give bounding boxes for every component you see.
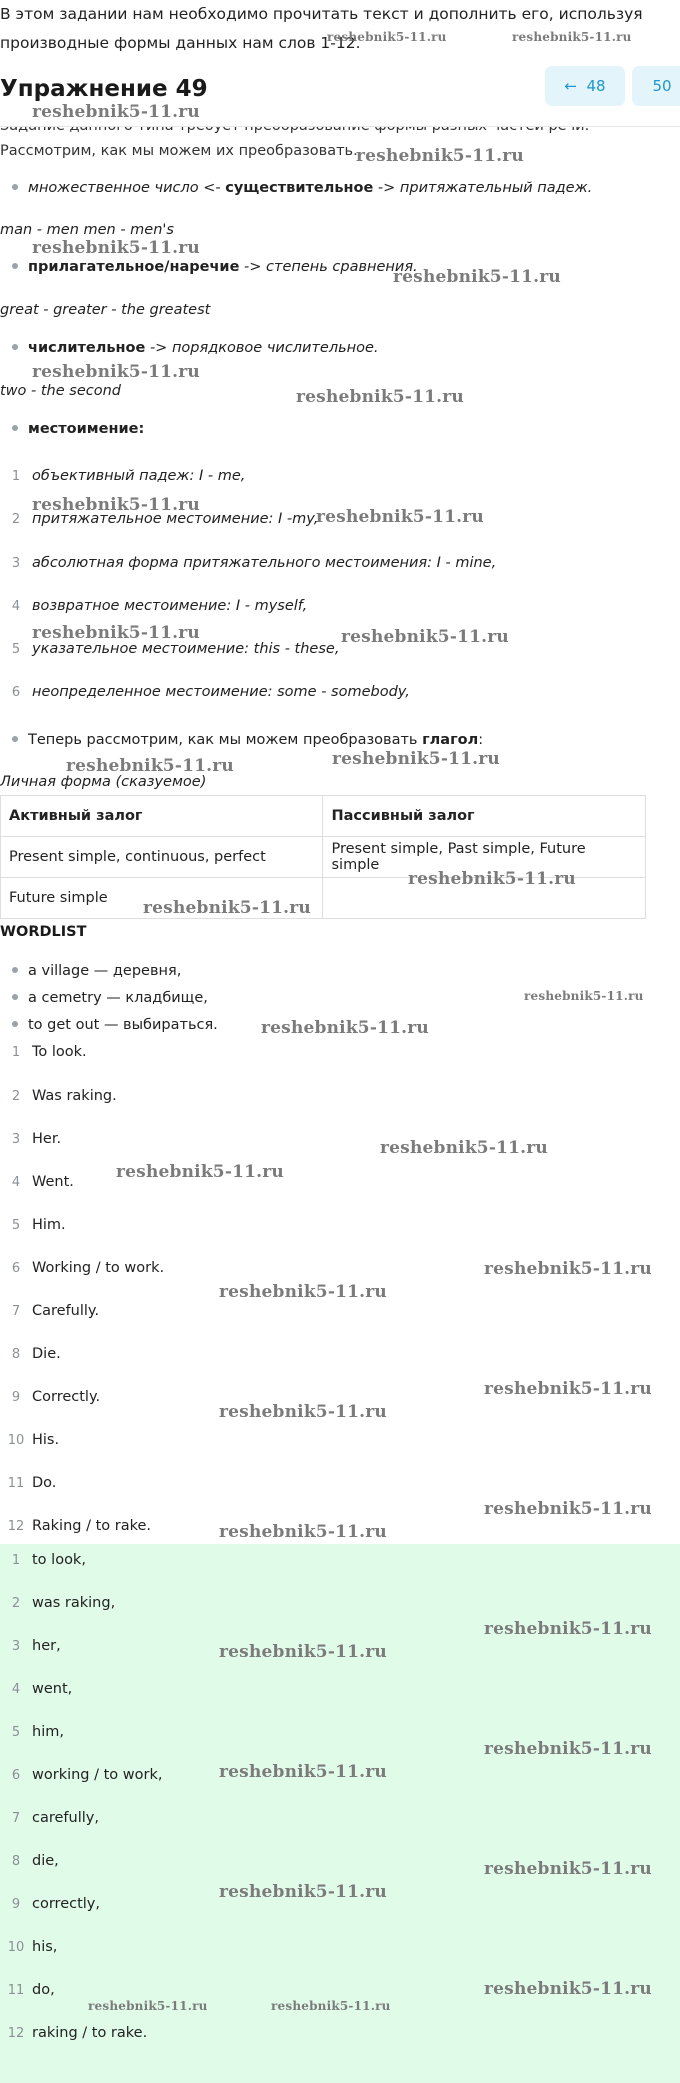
watermark: reshebnik5-11.ru [219, 1642, 387, 1662]
answer-item: 12 Raking / to rake. [7, 1518, 151, 1534]
table-cell: Present simple, Past simple, Future simple [323, 837, 646, 878]
answer-item: 1 To look. [11, 1044, 87, 1060]
page-title: Упражнение 49 [0, 76, 208, 102]
answer-green-item: 1 to look, [11, 1552, 86, 1568]
watermark: reshebnik5-11.ru [484, 1379, 652, 1399]
bullet-numeral: числительное -> порядковое числительное. [0, 337, 379, 359]
watermark: reshebnik5-11.ru [316, 507, 484, 527]
watermark: reshebnik5-11.ru [219, 1762, 387, 1782]
answer-item: 8 Die. [11, 1346, 61, 1362]
watermark: reshebnik5-11.ru [356, 146, 524, 166]
watermark: reshebnik5-11.ru [143, 898, 311, 918]
answer-item: 4 Went. [11, 1174, 74, 1190]
bullet-verb: Теперь рассмотрим, как мы можем преобразовать глагол: [0, 729, 483, 751]
watermark: reshebnik5-11.ru [408, 869, 576, 889]
answer-green-item: 9 correctly, [11, 1896, 100, 1912]
example-adjective: great - greater - the greatest [0, 302, 211, 318]
watermark: reshebnik5-11.ru [512, 30, 632, 44]
table-header-row [1, 796, 646, 837]
watermark: reshebnik5-11.ru [66, 756, 234, 776]
watermark: reshebnik5-11.ru [32, 102, 200, 122]
bullet-noun: множественное число <- существительное -> притяжательный падеж. [0, 177, 592, 199]
table-header-cell: Пассивный залог [323, 796, 646, 837]
bullet-adjective: прилагательное/наречие -> степень сравнения. [0, 256, 418, 278]
pronoun-item: 3 абсолютная форма притяжательного местоимения: I - mine, [11, 555, 497, 571]
watermark: reshebnik5-11.ru [484, 1499, 652, 1519]
answer-green-item: 11 do, [7, 1982, 55, 1998]
bullet-pronoun: местоимение: [0, 418, 144, 440]
watermark: reshebnik5-11.ru [261, 1018, 429, 1038]
pronoun-item: 5 указательное местоимение: this - these, [11, 641, 340, 657]
pronoun-item: 6 неопределенное местоимение: some - somebody, [11, 684, 410, 700]
watermark: reshebnik5-11.ru [219, 1882, 387, 1902]
theory-consider-line: Рассмотрим, как мы можем их преобразовать. [0, 143, 358, 159]
answer-item: 2 Was raking. [11, 1088, 117, 1104]
watermark: reshebnik5-11.ru [32, 495, 200, 515]
intro-text [0, 0, 660, 58]
watermark: reshebnik5-11.ru [524, 989, 644, 1003]
watermark: reshebnik5-11.ru [88, 1999, 208, 2013]
answer-green-item: 3 her, [11, 1638, 61, 1654]
intro-line-1: В этом задании нам необходимо прочитать текст и дополнить его, используя [0, 5, 643, 23]
answer-green-item: 6 working / to work, [11, 1767, 163, 1783]
watermark: reshebnik5-11.ru [116, 1162, 284, 1182]
answer-green-item: 8 die, [11, 1853, 59, 1869]
answer-green-item: 2 was raking, [11, 1595, 116, 1611]
watermark: reshebnik5-11.ru [219, 1282, 387, 1302]
example-numeral: two - the second [0, 383, 121, 399]
answer-green-item: 10 his, [7, 1939, 58, 1955]
wordlist-title: WORDLIST [0, 924, 87, 940]
arrow-left-icon: ← [564, 77, 577, 95]
answer-item: 3 Her. [11, 1131, 62, 1147]
watermark: reshebnik5-11.ru [271, 1999, 391, 2013]
bullet-dot [12, 994, 18, 1000]
voice-table [0, 795, 646, 919]
watermark: reshebnik5-11.ru [332, 749, 500, 769]
bullet-dot [12, 736, 18, 742]
watermark: reshebnik5-11.ru [484, 1619, 652, 1639]
bullet-dot [12, 1021, 18, 1027]
bullet-dot [12, 425, 18, 431]
table-cell: Present simple, continuous, perfect [1, 837, 323, 878]
table-header-cell: Активный залог [1, 796, 323, 837]
table-cell: Future simple [1, 878, 323, 919]
answer-green-item: 4 went, [11, 1681, 73, 1697]
watermark: reshebnik5-11.ru [393, 267, 561, 287]
watermark: reshebnik5-11.ru [219, 1402, 387, 1422]
bullet-dot [12, 344, 18, 350]
watermark: reshebnik5-11.ru [484, 1859, 652, 1879]
bullet-dot [12, 184, 18, 190]
prev-exercise-button[interactable]: ← 48 [545, 66, 625, 106]
watermark: reshebnik5-11.ru [380, 1138, 548, 1158]
watermark: reshebnik5-11.ru [484, 1739, 652, 1759]
answer-item: 7 Carefully. [11, 1303, 100, 1319]
watermark: reshebnik5-11.ru [341, 627, 509, 647]
watermark: reshebnik5-11.ru [219, 1522, 387, 1542]
watermark: reshebnik5-11.ru [327, 30, 447, 44]
bullet-dot [12, 263, 18, 269]
example-noun: man - men men - men's [0, 222, 174, 238]
wordlist-item: a cemetry — кладбище, [0, 987, 208, 1009]
wordlist-item: a village — деревня, [0, 960, 181, 982]
watermark: reshebnik5-11.ru [296, 387, 464, 407]
watermark: reshebnik5-11.ru [32, 238, 200, 258]
answer-item: 9 Correctly. [11, 1389, 101, 1405]
watermark: reshebnik5-11.ru [484, 1979, 652, 1999]
answer-green-item: 7 carefully, [11, 1810, 99, 1826]
answer-item: 10 His. [7, 1432, 60, 1448]
pronoun-item: 1 объективный падеж: I - me, [11, 468, 246, 484]
watermark: reshebnik5-11.ru [32, 623, 200, 643]
wordlist-item: to get out — выбираться. [0, 1014, 218, 1036]
answer-green-item: 12 raking / to rake. [7, 2025, 148, 2041]
next-exercise-button[interactable]: 50 [632, 66, 680, 106]
answer-item: 11 Do. [7, 1475, 57, 1491]
answer-item: 5 Him. [11, 1217, 66, 1233]
watermark: reshebnik5-11.ru [484, 1259, 652, 1279]
watermark: reshebnik5-11.ru [32, 362, 200, 382]
intro-line-2: производные формы данных нам слов 1-12. [0, 34, 361, 52]
bullet-dot [12, 967, 18, 973]
personal-form-label: Личная форма (сказуемое) [0, 774, 207, 790]
pronoun-item: 4 возвратное местоимение: I - myself, [11, 598, 308, 614]
answer-green-item: 5 him, [11, 1724, 64, 1740]
pronoun-item: 2 притяжательное местоимение: I -my, [11, 511, 319, 527]
answer-item: 6 Working / to work. [11, 1260, 165, 1276]
